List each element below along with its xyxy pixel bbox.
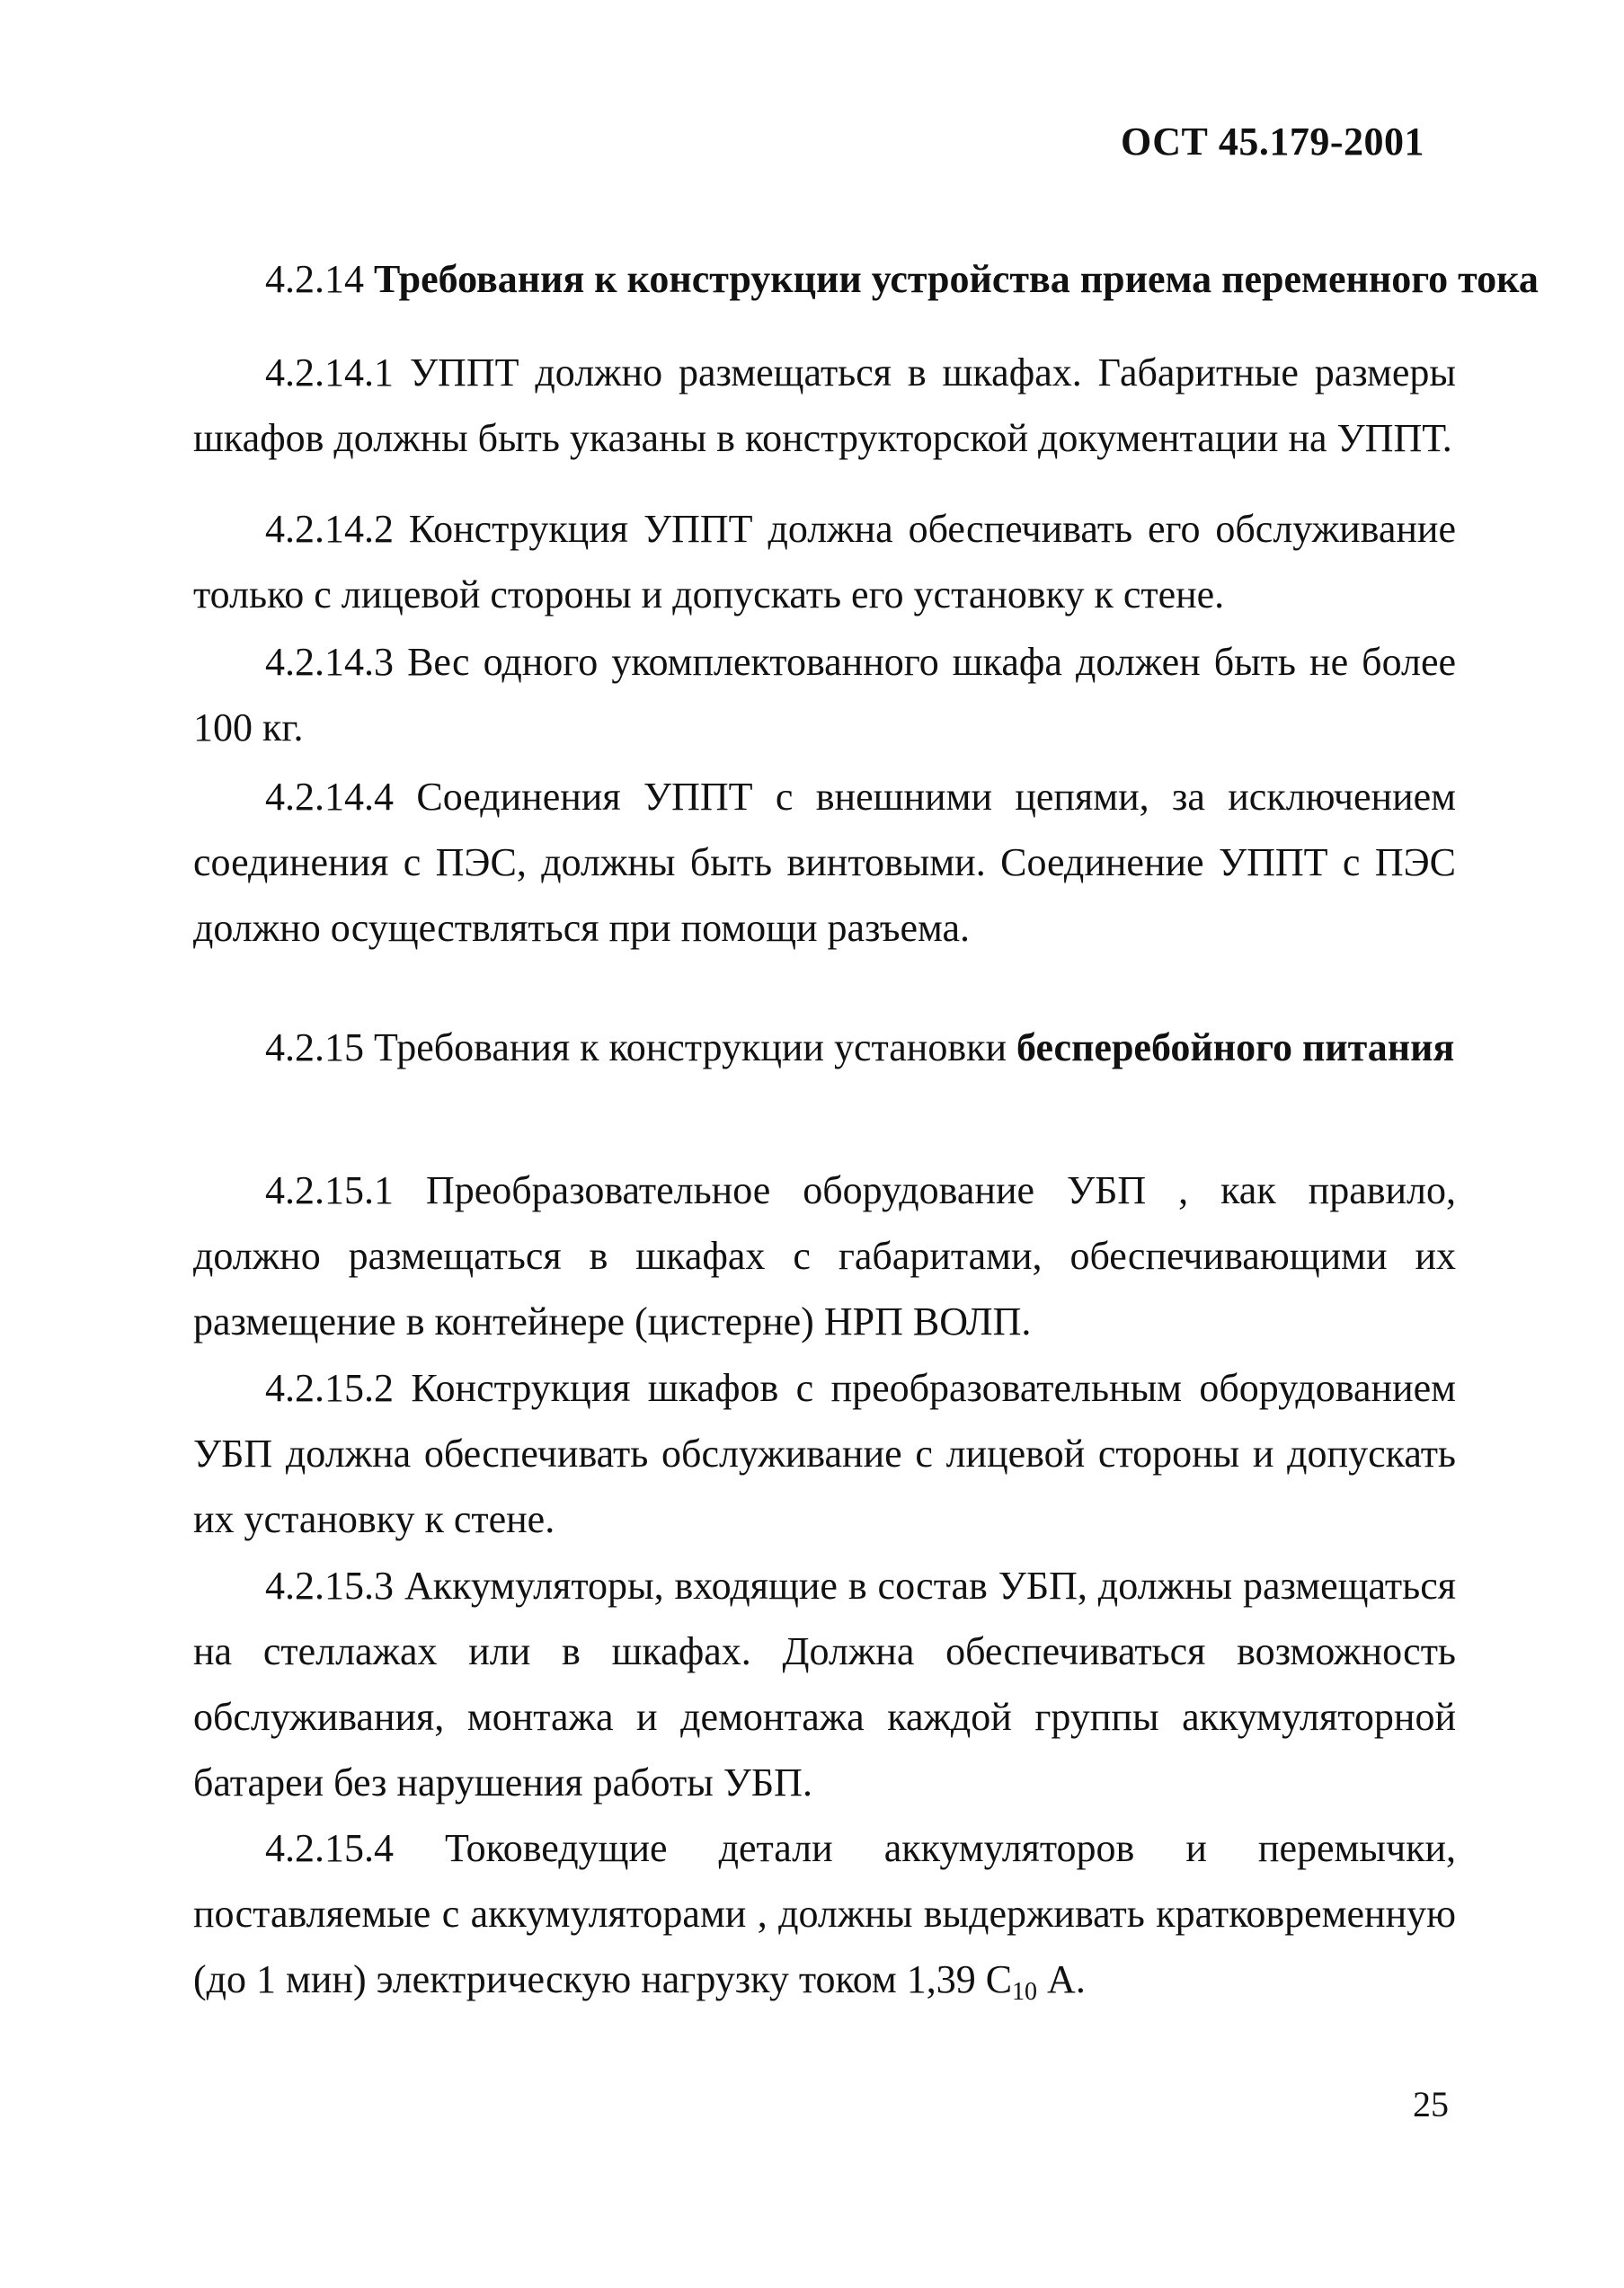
document-code: ОСТ 45.179-2001 — [1120, 120, 1424, 164]
paragraph-text: УППТ должно размещаться в шкафах. Габаритные размеры шкафов должны быть указаны в конструкторской документации на УППТ. — [193, 350, 1456, 460]
paragraph-4-2-15-2 — [193, 1355, 1456, 1552]
section-heading-4-2-15 — [265, 1024, 1454, 1070]
paragraph-4-2-14-1 — [193, 340, 1456, 471]
paragraph-text: Конструкция УППТ должна обеспечивать его обслуживание только с лицевой стороны и допускать его установку к стене. — [193, 507, 1457, 616]
paragraph-text: Токоведущие детали аккумуляторов и перемычки, поставляемые с аккумуляторами , должны выдерживать кратковременную (до 1 мин) электрическую нагрузку током 1,39 C — [193, 1826, 1456, 2001]
paragraph-number: 4.2.14.3 — [265, 640, 394, 684]
paragraph-4-2-14-2 — [193, 496, 1456, 627]
heading-number: 4.2.14 — [265, 257, 364, 301]
heading-text-bold: бесперебойного питания — [1016, 1025, 1455, 1069]
paragraph-number: 4.2.14.4 — [265, 775, 394, 819]
paragraph-number: 4.2.15.4 — [265, 1826, 394, 1870]
paragraph-number: 4.2.14.1 — [265, 350, 394, 395]
paragraph-4-2-15-3 — [193, 1553, 1456, 1815]
heading-text: Требования к конструкции устройства приема переменного тока — [374, 257, 1539, 301]
paragraph-text: Аккумуляторы, входящие в состав УБП, должны размещаться на стеллажах или в шкафах. Должна обеспечиваться возможность обслуживания, монтажа и демонтажа каждой группы аккумуляторной батареи без нарушения работы УБП. — [193, 1564, 1456, 1805]
paragraph-text-after: А. — [1037, 1957, 1086, 2001]
section-heading-4-2-14 — [265, 256, 1539, 302]
heading-number: 4.2.15 — [265, 1025, 364, 1069]
paragraph-number: 4.2.15.3 — [265, 1564, 394, 1608]
paragraph-number: 4.2.15.2 — [265, 1366, 394, 1410]
paragraph-number: 4.2.14.2 — [265, 507, 394, 551]
paragraph-text: Вес одного укомплектованного шкафа должен быть не более 100 кг. — [193, 640, 1457, 749]
paragraph-text: Преобразовательное оборудование УБП , как правило, должно размещаться в шкафах с габаритами, обеспечивающими их размещение в контейнере (цистерне) НРП ВОЛП. — [193, 1168, 1457, 1344]
paragraph-4-2-14-4 — [193, 764, 1456, 961]
heading-text-normal: Требования к конструкции установки — [374, 1025, 1007, 1069]
page-number: 25 — [1413, 2084, 1449, 2124]
paragraph-text: Конструкция шкафов с преобразовательным оборудованием УБП должна обеспечивать обслуживание с лицевой стороны и допускать их установку к стене. — [193, 1366, 1456, 1541]
paragraph-4-2-15-4 — [193, 1815, 1456, 2012]
paragraph-4-2-14-3 — [193, 629, 1456, 760]
paragraph-number: 4.2.15.1 — [265, 1168, 394, 1212]
paragraph-text: Соединения УППТ с внешними цепями, за исключением соединения с ПЭС, должны быть винтовыми. Соединение УППТ с ПЭС должно осуществляться при помощи разъема. — [193, 775, 1456, 950]
paragraph-4-2-15-1 — [193, 1157, 1456, 1354]
subscript-ten: 10 — [1012, 1978, 1038, 2006]
